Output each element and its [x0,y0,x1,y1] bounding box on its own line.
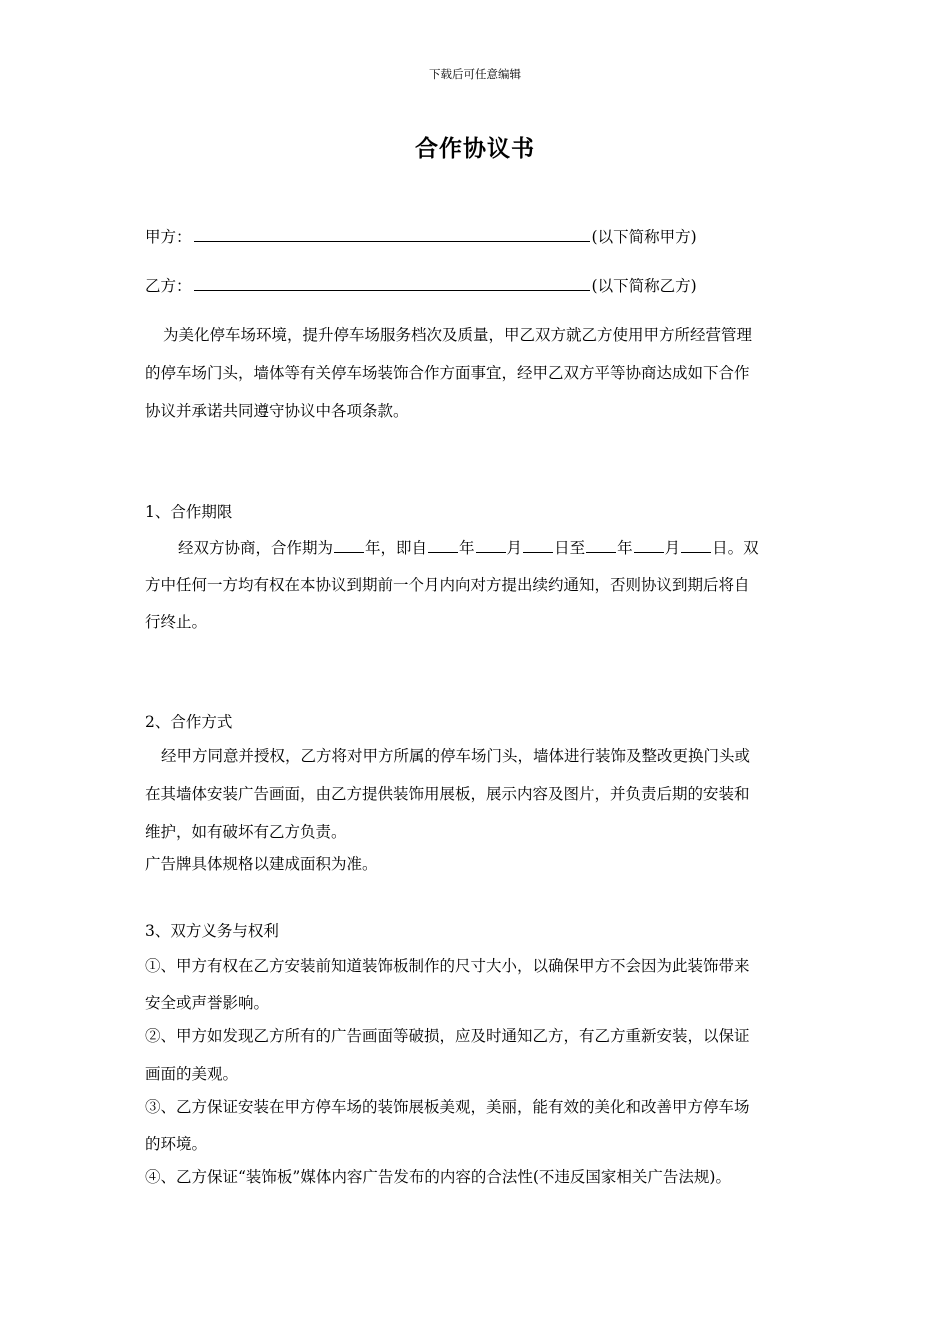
end-year-blank[interactable] [586,537,616,553]
party-b-blank[interactable] [194,275,590,291]
section-3-line: ④、乙方保证“装饰板”媒体内容广告发布的内容的合法性(不违反国家相关广告法规)。 [145,1168,731,1186]
party-b-line [145,275,697,296]
section-1-line: 行终止。 [145,613,208,631]
party-a-suffix: (以下简称甲方) [591,228,697,246]
term-text: 年，即自 [365,539,428,557]
start-day-blank[interactable] [523,537,553,553]
document-title: 合作协议书 [415,135,535,162]
term-text: 经双方协商，合作期为 [178,539,334,557]
end-day-blank[interactable] [681,537,711,553]
term-text: 日。双 [712,539,759,557]
start-year-blank[interactable] [428,537,458,553]
section-3-heading: 3、双方义务与权利 [145,922,279,940]
section-2-heading: 2、合作方式 [145,713,233,731]
section-2-line: 在其墙体安装广告画面，由乙方提供装饰用展板，展示内容及图片，并负责后期的安装和 [145,785,750,803]
term-text: 月 [506,539,523,557]
section-3-line: 画面的美观。 [145,1065,239,1083]
section-3-line: 安全或声誉影响。 [145,994,270,1012]
section-1-line: 方中任何一方均有权在本协议到期前一个月内向对方提出续约通知，否则协议到期后将自 [145,576,750,594]
start-month-blank[interactable] [476,537,506,553]
party-a-line [145,226,697,247]
page-header: 下载后可任意编辑 [429,67,521,81]
section-2-line: 广告牌具体规格以建成面积为准。 [145,855,378,873]
term-text: 年 [617,539,633,557]
party-a-blank[interactable] [194,226,590,242]
section-2-line: 经甲方同意并授权，乙方将对甲方所属的停车场门头，墙体进行装饰及整改更换门头或 [161,747,751,765]
term-text: 年 [459,539,475,557]
term-years-blank[interactable] [334,537,364,553]
term-text: 月 [664,539,681,557]
term-text: 日至 [554,539,586,557]
intro-line: 协议并承诺共同遵守协议中各项条款。 [145,402,409,420]
section-3-line: 的环境。 [145,1135,208,1153]
section-1-term-line [178,537,759,558]
party-b-suffix: (以下简称乙方) [591,277,697,295]
section-3-line: ①、甲方有权在乙方安装前知道装饰板制作的尺寸大小，以确保甲方不会因为此装饰带来 [145,957,750,975]
party-b-label: 乙方： [145,277,192,295]
section-2-line: 维护，如有破坏有乙方负责。 [145,823,347,841]
intro-line: 的停车场门头，墙体等有关停车场装饰合作方面事宜，经甲乙双方平等协商达成如下合作 [145,364,750,382]
section-1-heading: 1、合作期限 [145,503,233,521]
party-a-label: 甲方： [145,228,192,246]
end-month-blank[interactable] [634,537,664,553]
section-3-line: ②、甲方如发现乙方所有的广告画面等破损，应及时通知乙方，有乙方重新安装，以保证 [145,1027,750,1045]
intro-line: 为美化停车场环境，提升停车场服务档次及质量，甲乙双方就乙方使用甲方所经营管理 [163,326,753,344]
section-3-line: ③、乙方保证安装在甲方停车场的装饰展板美观，美丽，能有效的美化和改善甲方停车场 [145,1098,750,1116]
